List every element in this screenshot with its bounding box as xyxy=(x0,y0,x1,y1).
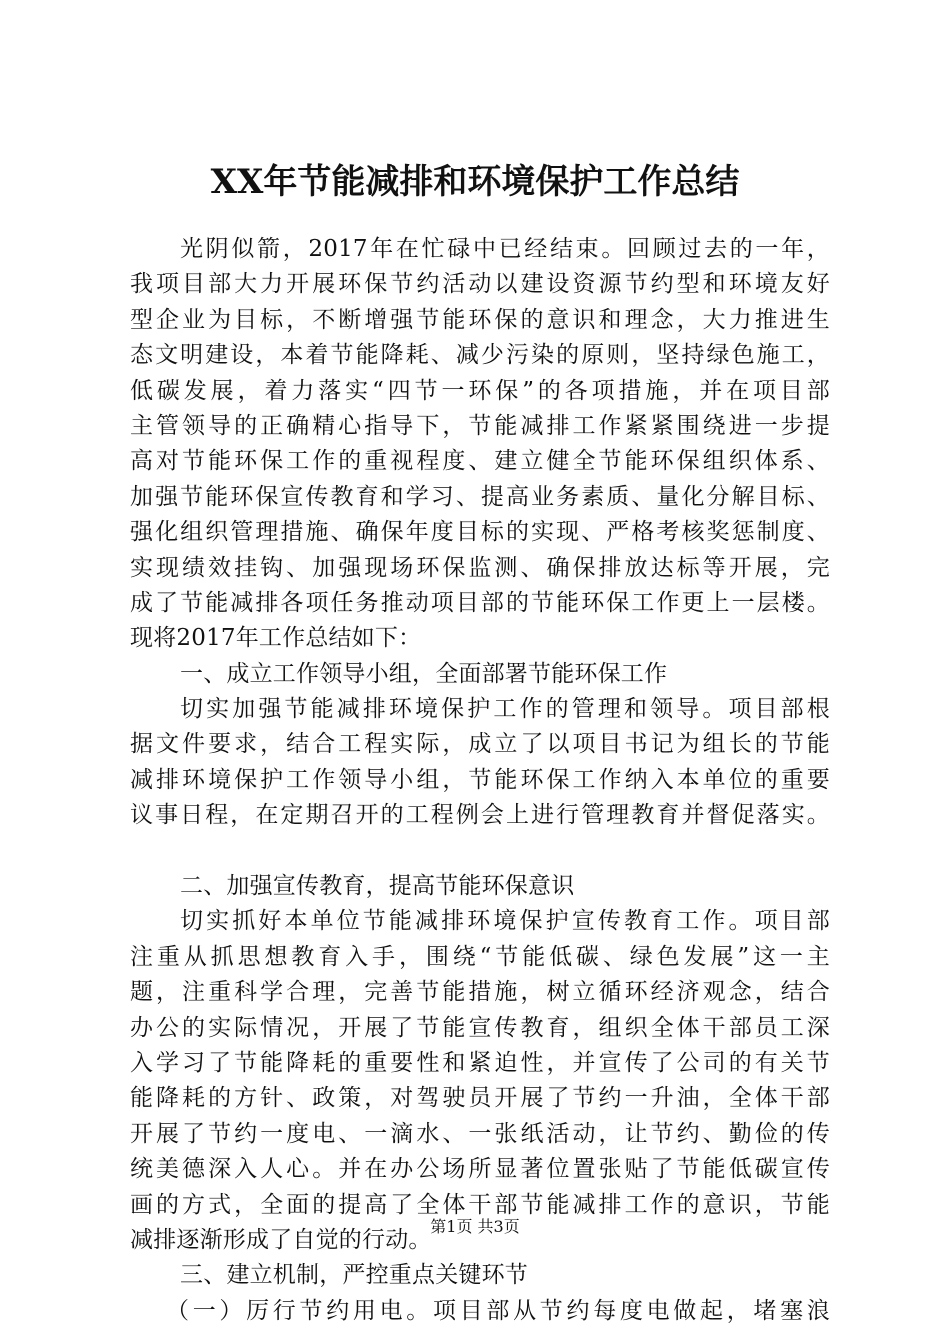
paragraph-line: 据文件要求，结合工程实际，成立了以项目书记为组长的节能 xyxy=(130,731,830,758)
paragraph-line: 注重从抓思想教育入手，围绕“节能低碳、绿色发展”这一主 xyxy=(130,943,830,970)
paragraph-line: 统美德深入人心。并在办公场所显著位置张贴了节能低碳宣传 xyxy=(130,1156,830,1183)
blank-line xyxy=(130,834,830,869)
paragraph-line: 切实抓好本单位节能减排环境保护宣传教育工作。项目部 xyxy=(180,908,830,935)
paragraph-line: 主管领导的正确精心指导下，节能减排工作紧紧围绕进一步提 xyxy=(130,412,830,439)
paragraph-line: 型企业为目标，不断增强节能环保的意识和理念，大力推进生 xyxy=(130,306,830,333)
paragraph-line: 减排逐渐形成了自觉的行动。 xyxy=(130,1226,432,1253)
paragraph-line: （一）厉行节约用电。项目部从节约每度电做起，堵塞浪 xyxy=(166,1297,830,1324)
paragraph-line: 减排环境保护工作领导小组，节能环保工作纳入本单位的重要 xyxy=(130,766,830,793)
document-title: XX年节能减排和环境保护工作总结 xyxy=(210,162,740,202)
paragraph-line: 切实加强节能减排环境保护工作的管理和领导。项目部根 xyxy=(180,696,830,723)
paragraph-line: 态文明建设，本着节能降耗、减少污染的原则，坚持绿色施工， xyxy=(130,342,830,369)
section-heading: 三、建立机制，严控重点关键环节 xyxy=(180,1262,528,1289)
paragraph-line: 加强节能环保宣传教育和学习、提高业务素质、量化分解目标、 xyxy=(130,483,830,510)
paragraph-line: 实现绩效挂钩、加强现场环保监测、确保排放达标等开展，完 xyxy=(130,554,830,581)
paragraph-line: 成了节能减排各项任务推动项目部的节能环保工作更上一层楼。 xyxy=(130,589,830,616)
document-body xyxy=(130,232,830,1329)
paragraph-line: 强化组织管理措施、确保年度目标的实现、严格考核奖惩制度、 xyxy=(130,519,830,546)
paragraph-line: 低碳发展，着力落实“四节一环保”的各项措施，并在项目部 xyxy=(130,377,830,404)
paragraph-line: 光阴似箭，2017年在忙碌中已经结束。回顾过去的一年， xyxy=(180,236,830,262)
paragraph-line: 高对节能环保工作的重视程度、建立健全节能环保组织体系、 xyxy=(130,448,830,475)
section-heading: 一、成立工作领导小组，全面部署节能环保工作 xyxy=(180,660,668,687)
paragraph-line: 画的方式，全面的提高了全体干部节能减排工作的意识，节能 xyxy=(130,1191,830,1218)
paragraph-line: 能降耗的方针、政策，对驾驶员开展了节约一升油，全体干部 xyxy=(130,1085,830,1112)
paragraph-line: 开展了节约一度电、一滴水、一张纸活动，让节约、勤俭的传 xyxy=(130,1120,830,1147)
page-footer: 第1页 共3页 xyxy=(430,1217,520,1236)
paragraph-line: 现将2017年工作总结如下： xyxy=(130,625,422,652)
paragraph-line: 办公的实际情况，开展了节能宣传教育，组织全体干部员工深 xyxy=(130,1014,830,1041)
section-heading: 二、加强宣传教育，提高节能环保意识 xyxy=(180,873,575,900)
paragraph-line: 我项目部大力开展环保节约活动以建设资源节约型和环境友好 xyxy=(130,271,830,298)
paragraph-line: 入学习了节能降耗的重要性和紧迫性，并宣传了公司的有关节 xyxy=(130,1049,830,1076)
paragraph-line: 议事日程，在定期召开的工程例会上进行管理教育并督促落实。 xyxy=(130,802,830,829)
paragraph-line: 题，注重科学合理，完善节能措施，树立循环经济观念，结合 xyxy=(130,979,830,1006)
